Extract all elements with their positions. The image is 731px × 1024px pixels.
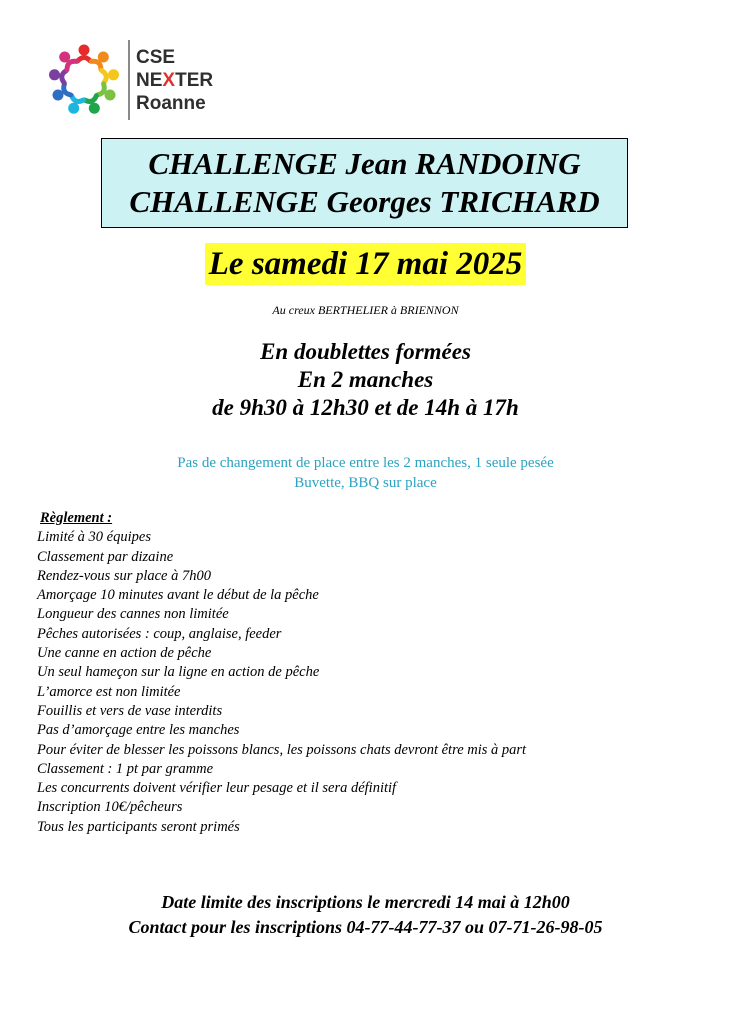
logo-person-head	[89, 103, 100, 114]
footer-contact: Contact pour les inscriptions 04-77-44-77-37 ou 07-71-26-98-05	[128, 917, 603, 937]
footer-deadline: Date limite des inscriptions le mercredi 14 mai à 12h00	[161, 892, 570, 912]
logo-person-body	[72, 96, 84, 102]
rule-item: Pas d’amorçage entre les manches	[37, 722, 240, 739]
logo-person-head	[79, 45, 90, 56]
logo-person-body	[67, 61, 77, 69]
logo-person-body	[64, 84, 71, 95]
footer	[0, 890, 731, 940]
title-line-1: CHALLENGE Jean RANDOING	[148, 146, 581, 181]
info-line-1: Pas de changement de place entre les 2 manches, 1 seule pesée	[177, 455, 554, 471]
rule-item: Pour éviter de blesser les poissons blancs, les poissons chats devront être mis à part	[37, 741, 527, 758]
rule-item: Une canne en action de pêche	[37, 645, 212, 662]
logo	[44, 40, 244, 124]
rules-section	[37, 509, 526, 837]
people-circle-logo-icon	[44, 40, 124, 120]
rule-item: Longueur des cannes non limitée	[37, 606, 229, 623]
logo-nexter-x: X	[162, 70, 176, 91]
logo-person-head	[68, 103, 79, 114]
format-line-3: de 9h30 à 12h30 et de 14h à 17h	[212, 395, 519, 420]
logo-text	[136, 46, 213, 115]
logo-person-body	[85, 96, 97, 102]
logo-person-head	[49, 69, 60, 80]
rule-item: Classement par dizaine	[37, 548, 174, 565]
event-date-row	[0, 243, 731, 285]
logo-line-cse: CSE	[136, 47, 176, 68]
format-line-2: En 2 manches	[297, 367, 434, 392]
logo-line-nexter	[136, 69, 213, 92]
rule-item: Classement : 1 pt par gramme	[37, 760, 214, 777]
rule-item: Fouillis et vers de vase interdits	[37, 702, 223, 719]
title-line-2: CHALLENGE Georges TRICHARD	[129, 184, 600, 219]
rule-item: Tous les participants seront primés	[37, 818, 240, 835]
rule-item: Les concurrents doivent vérifier leur pesage et il sera définitif	[37, 780, 397, 797]
logo-divider	[128, 40, 130, 120]
rule-item: L’amorce est non limitée	[37, 683, 181, 700]
logo-person-body	[97, 84, 104, 95]
rules-title: Règlement :	[40, 510, 113, 526]
event-location: Au creux BERTHELIER à BRIENNON	[272, 303, 459, 317]
format-line-1: En doublettes formées	[260, 339, 471, 364]
rule-item: Rendez-vous sur place à 7h00	[37, 567, 211, 584]
event-format	[0, 338, 731, 422]
rule-item: Amorçage 10 minutes avant le début de la pêche	[37, 587, 319, 604]
rule-item: Limité à 30 équipes	[37, 529, 151, 546]
rule-item: Un seul hameçon sur la ligne en action de pêche	[37, 664, 320, 681]
logo-nexter-pre: NE	[136, 70, 163, 91]
event-info	[0, 453, 731, 493]
rule-item: Pêches autorisées : coup, anglaise, feeder	[37, 625, 282, 642]
rule-item: Inscription 10€/pêcheurs	[37, 799, 183, 816]
logo-line-roanne: Roanne	[136, 93, 206, 114]
event-date: Le samedi 17 mai 2025	[205, 243, 526, 285]
info-line-2: Buvette, BBQ sur place	[294, 475, 437, 491]
title-box	[101, 138, 628, 228]
logo-person-head	[108, 69, 119, 80]
logo-person-body	[91, 61, 101, 69]
logo-person-body	[62, 71, 67, 83]
logo-person-body	[102, 71, 107, 83]
rules-list	[37, 528, 526, 837]
logo-nexter-post: TER	[175, 70, 214, 91]
logo-person-body	[78, 58, 91, 62]
